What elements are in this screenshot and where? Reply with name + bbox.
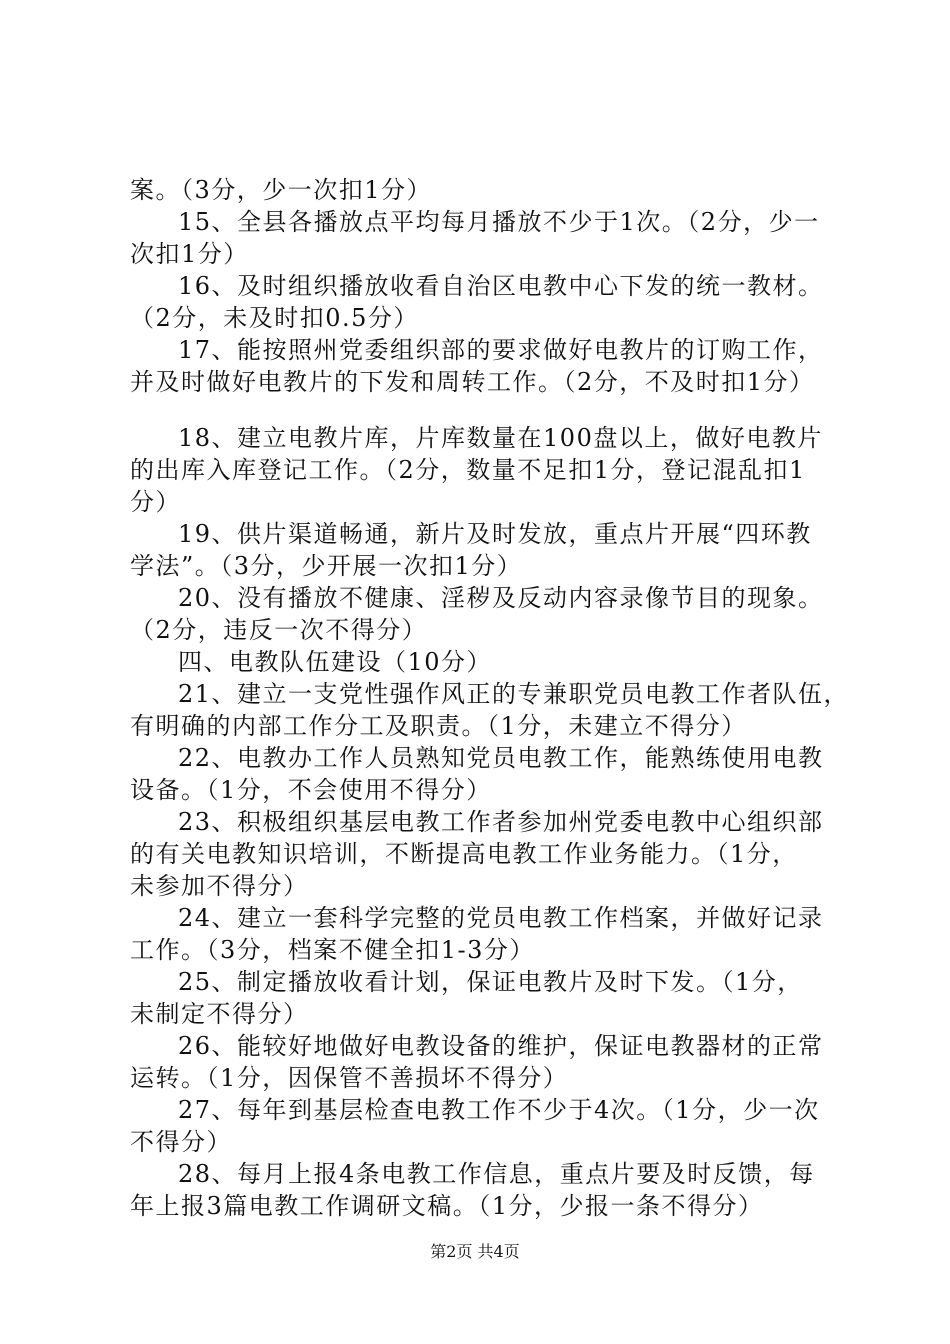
text-line: 的出库入库登记工作。（2分，数量不足扣1分，登记混乱扣1 xyxy=(130,456,806,484)
text-line: 次扣1分） xyxy=(130,240,249,268)
text-line: 18、建立电教片库，片库数量在100盘以上，做好电教片 xyxy=(178,424,823,452)
text-line: 有明确的内部工作分工及职责。（1分，未建立不得分） xyxy=(130,712,747,740)
text-line: 分） xyxy=(130,488,181,516)
text-line: 设备。（1分，不会使用不得分） xyxy=(130,776,492,804)
text-line: 28、每月上报4条电教工作信息，重点片要及时反馈，每 xyxy=(178,1160,815,1188)
text-line: 工作。（3分，档案不健全扣1-3分） xyxy=(130,936,535,964)
text-line: 未制定不得分） xyxy=(130,1000,309,1028)
text-line: 不得分） xyxy=(130,1128,232,1156)
text-line: 22、电教办工作人员熟知党员电教工作，能熟练使用电教 xyxy=(178,744,824,772)
text-line: 15、全县各播放点平均每月播放不少于1次。（2分，少一 xyxy=(178,208,820,236)
text-line: 运转。（1分，因保管不善损坏不得分） xyxy=(130,1064,569,1092)
text-line: 19、供片渠道畅通，新片及时发放，重点片开展“四环教 xyxy=(178,520,812,548)
text-line: （2分，违反一次不得分） xyxy=(130,616,428,644)
text-line: 并及时做好电教片的下发和周转工作。（2分，不及时扣1分） xyxy=(130,368,815,396)
text-line: 23、积极组织基层电教工作者参加州党委电教中心组织部 xyxy=(178,808,824,836)
text-line: 24、建立一套科学完整的党员电教工作档案，并做好记录 xyxy=(178,904,824,932)
text-line: 未参加不得分） xyxy=(130,872,309,900)
page-number-footer: 第2页 共4页 xyxy=(430,1242,520,1261)
text-line: （2分，未及时扣0.5分） xyxy=(130,304,419,332)
text-line: 的有关电教知识培训，不断提高电教工作业务能力。（1分， xyxy=(130,840,798,868)
text-line: 25、制定播放收看计划，保证电教片及时下发。（1分， xyxy=(178,968,803,996)
text-line: 26、能较好地做好电教设备的维护，保证电教器材的正常 xyxy=(178,1032,824,1060)
text-line: 学法”。（3分，少开展一次扣1分） xyxy=(130,552,523,580)
text-line: 案。（3分，少一次扣1分） xyxy=(130,176,433,204)
section-heading: 四、电教队伍建设（10分） xyxy=(178,648,493,676)
text-line: 27、每年到基层检查电教工作不少于4次。（1分，少一次 xyxy=(178,1096,820,1124)
text-line: 20、没有播放不健康、淫秽及反动内容录像节目的现象。 xyxy=(178,584,824,612)
text-line: 17、能按照州党委组织部的要求做好电教片的订购工作， xyxy=(178,336,824,364)
text-line: 16、及时组织播放收看自治区电教中心下发的统一教材。 xyxy=(178,272,824,300)
text-line: 年上报3篇电教工作调研文稿。（1分，少报一条不得分） xyxy=(130,1192,764,1220)
text-line: 21、建立一支党性强作风正的专兼职党员电教工作者队伍， xyxy=(178,680,850,708)
